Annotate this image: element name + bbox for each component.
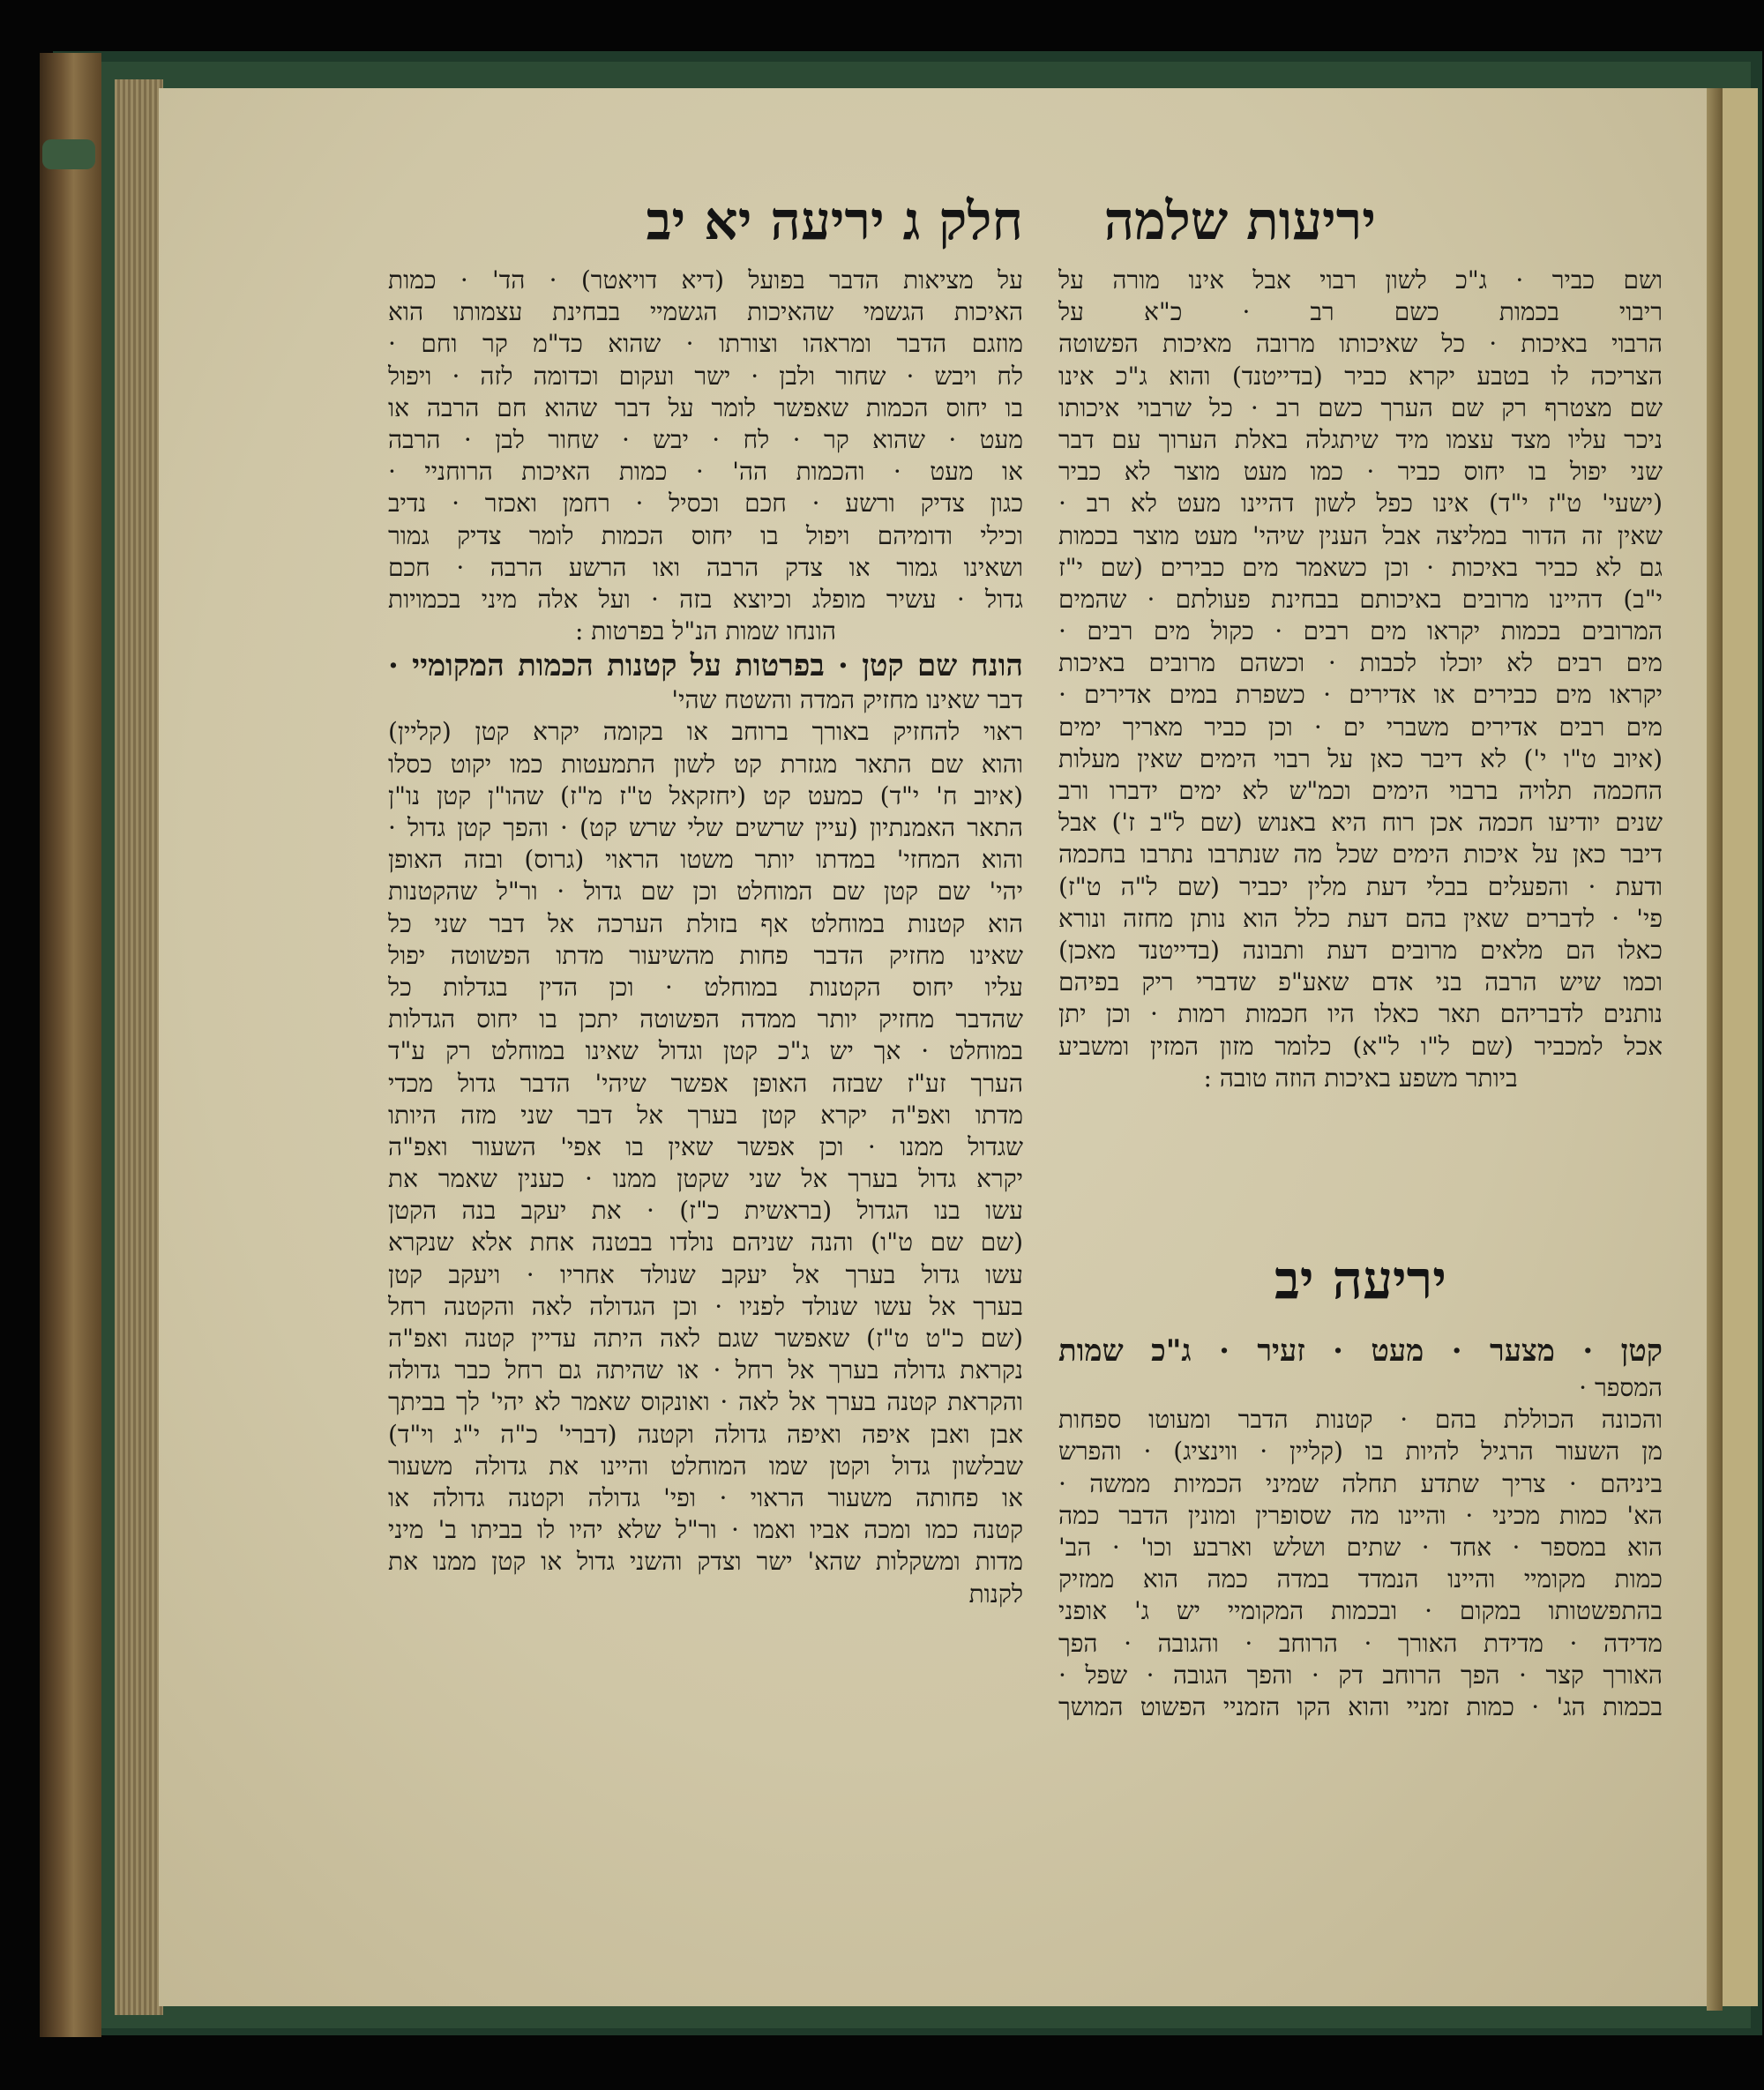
text-line: (איוב ט"ו י') לא דיבר כאן על רבוי הימים שאין מעלות <box>1058 743 1663 773</box>
book-spine-edge <box>40 53 101 2037</box>
running-head-left: חלק ג יריעה יא יב <box>646 190 1023 252</box>
text-line: שם מצטרף רק שם הערך כשם רב · כל שרבוי איכותו <box>1058 392 1663 422</box>
text-line: שגדול ממנו · וכן אפשר שאין בו אפי' השעור ואפ"ה <box>388 1131 1023 1161</box>
text-line: ודעת · והפעלים בבלי דעת מלין יכביר (שם ל"ה ט"ז) <box>1058 871 1663 901</box>
text-line: בכמות הג' · כמות זמניי והוא הקו הזמניי הפשוט המושך <box>1058 1691 1663 1721</box>
section-title: יריעה יב <box>1274 1250 1446 1311</box>
text-line: האורך קצר · הפך הרוחב דק · והפך הגובה · שפל · <box>1058 1660 1663 1690</box>
text-line: ושם כביר · ג"כ לשון רבוי אבל אינו מורה על <box>1058 265 1663 295</box>
text-line: המספר · <box>1579 1373 1663 1402</box>
text-line: מן השעור הרגיל להיות בו (קליין · ווינציג) · והפרש <box>1058 1437 1663 1467</box>
text-line: הונחו שמות הנ"ל בפרטות : <box>574 616 837 646</box>
text-line: הצריכה לו בטבע יקרא כביר (בדייטנד) והוא ג"כ אינו <box>1058 361 1663 391</box>
text-line: שנים יודיעו חכמה אכן רוח היא באנוש (שם ל"ב ז') אבל <box>1058 808 1663 838</box>
text-line: בערך אל עשו שנולד לפניו · וכן הגדולה לאה והקטנה רחל <box>388 1291 1023 1321</box>
text-line: דיבר כאן על איכות הימים שכל מה שנתרבו נתרבו בחכמה <box>1058 840 1663 870</box>
text-line: והוא שם התאר מגזרת קט לשון התמעטות כמו יקוט כסלו <box>388 749 1023 779</box>
text-line: ביניהם · צריך שתדע תחלה שמיני הכמיות ממשה · <box>1058 1468 1663 1498</box>
text-line: האיכות הגשמי שהאיכות הגשמיי בבחינת עצמותו הוא <box>388 297 1023 327</box>
text-line: עליו יחוס הקטנות במוחלט · וכן הדין בגדלות כל <box>388 972 1023 1002</box>
text-line: אבן ואבן איפה ואיפה גדולה וקטנה (דברי' כ"ה י"ג וי"ד) <box>388 1419 1023 1449</box>
text-line: גדול · עשיר מופלג וכיוצא בזה · ועל אלה מיני בכמויות <box>388 584 1023 614</box>
text-line: הרבוי באיכות · כל שאיכותו מרובה מאיכות הפשוטה <box>1058 329 1663 359</box>
text-line: נותנים לדבריהם תאר כאלו היו חכמות רמות · וכן יתן <box>1058 999 1663 1029</box>
text-line: מים רבים אדירים משברי ים · וכן כביר מאריך ימים <box>1058 712 1663 742</box>
text-line: שני יפול בו יחוס כביר · כמו מעט מוצר לא כביר <box>1058 457 1663 487</box>
running-head-right: יריעות שלמה <box>1103 190 1376 252</box>
text-line: עשו בנו הגדול (בראשית כ"ז) · את יעקב בנה הקטן <box>388 1196 1023 1226</box>
text-line: הוא קטנות במוחלט אף בזולת הערכה אל דבר שני כל <box>388 908 1023 938</box>
text-line: וכמו שיש הרבה בני אדם שאע"פ שדברי ריק בפיהם <box>1058 967 1663 997</box>
right-column-section <box>1058 1330 1663 1723</box>
text-line: יקראו מים כבירים או אדירים · כשפרת במים אדירים · <box>1058 680 1663 710</box>
text-line: שאין זה הדור במליצה אבל הענין שיהי' מעט מוצר בכמות <box>1058 520 1663 550</box>
text-line: הערך זע"ז שבזה האופן אפשר שיהי' הדבר גדול מכדי <box>388 1068 1023 1098</box>
text-line: י"ב) דהיינו מרובים באיכותם בבחינת פעולתם · שהמים <box>1058 584 1663 614</box>
text-line: והקראת קטנה בערך אל לאה · ואונקוס שאמר לא יהי' לך בביתך <box>388 1387 1023 1417</box>
text-line: ביותר משפע באיכות הוזה טובה : <box>1203 1063 1518 1093</box>
text-line: קטן · מצער · מעט · זעיר · ג"כ שמות <box>1058 1333 1663 1369</box>
text-line: מוזגם הדבר ומראהו וצורתו · שהוא כד"מ קר וחם · <box>388 329 1023 359</box>
text-line: הא' כמות מכיני · והיינו מה שסופרין ומונין הדבר כמה <box>1058 1500 1663 1530</box>
text-line: בהתפשטותו במקום · ובכמות המקומיי יש ג' אופני <box>1058 1596 1663 1626</box>
text-line: ראוי להחזיק באורך ברוחב או בקומה יקרא קטן (קליין) <box>388 717 1023 747</box>
text-line: כגון צדיק ורשע · חכם וכסיל · רחמן ואכזר · נדיב <box>388 489 1023 519</box>
text-line: דבר שאינו מחזיק המדה והשטח שהי' <box>671 685 1023 715</box>
text-line: מדות ומשקלות שהא' ישר וצדק והשני גדול או קטן ממנו את <box>388 1547 1023 1577</box>
text-line: גם לא כביר באיכות · וכן כשאמר מים כבירים (שם י"ז <box>1058 552 1663 582</box>
text-line: התאר האמנתיון (עיין שרשים שלי שרש קט) · והפך קטן גדול · <box>388 813 1023 842</box>
text-line: ושאינו גמור או צדק הרבה ואו הרשע הרבה · חכם <box>388 552 1023 582</box>
text-line: עשו גדול בערך אל יעקב שנולד אחריו · ויעקב קטן <box>388 1259 1023 1289</box>
text-line: (שם שם ט"ו) והנה שניהם נולדו בבטנה אחת אלא שנקרא <box>388 1228 1023 1258</box>
text-line: מדידה · מדידת האורך · הרוחב · והגובה · הפך <box>1058 1628 1663 1658</box>
text-line: החכמה תלויה ברבוי הימים וכמ"ש לא ימים ידברו ורב <box>1058 776 1663 805</box>
text-line: כאלו הם מלאים מרובים דעת ותבונה (בדייטנד מאכן) <box>1058 935 1663 965</box>
text-line: וכילי ודומיהם ויפול בו יחוס הכמות לומר צדיק גמור <box>388 520 1023 550</box>
text-line: במוחלט · אך יש ג"כ קטן וגדול שאינו במוחלט רק ע"ד <box>388 1036 1023 1066</box>
text-line: (איוב ח' י"ד) כמעט קט (יחזקאל ט"ז מ"ז) שהו"ן קטן נו"ן <box>388 780 1023 810</box>
clasp-icon <box>42 139 95 169</box>
text-line: ריבוי בכמות כשם רב · כ"א על <box>1058 297 1663 327</box>
text-line: לקנות <box>968 1579 1023 1609</box>
left-column <box>388 265 1023 1610</box>
text-line: על מציאות הדבר בפועל (דיא דויאטר) · הד' · כמות <box>388 265 1023 295</box>
text-line: שהדבר מחזיק יותר ממדה הפשוטה יתכן בו יחוס הגדלות <box>388 1004 1023 1034</box>
page-gutter <box>1707 88 1723 2011</box>
right-column <box>1058 265 1663 1094</box>
text-line: יהי' שם קטן שם המוחלט וכן שם גדול · ור"ל שהקטנות <box>388 877 1023 907</box>
text-line: מעט · שהוא קר · לח · יבש · שחור לבן · הרבה <box>388 424 1023 454</box>
text-line: קטנה כמו ומכה אביו ואמו · ור"ל שלא יהיו לו בביתו ב' מיני <box>388 1515 1023 1545</box>
text-line: ניכר עליו מצד עצמו מיד שיתגלה באלת הערוך עם דבר <box>1058 424 1663 454</box>
page-stack-edge <box>115 79 163 2015</box>
text-line: (שם כ"ט ט"ז) שאפשר שגם לאה היתה עדיין קטנה ואפ"ה <box>388 1324 1023 1353</box>
text-line: או פחותה משעור הראוי · ופי' גדולה וקטנה גדולה או <box>388 1482 1023 1512</box>
text-line: הוא במספר · אחד · שתים ושלש וארבע וכו' · הב' <box>1058 1532 1663 1562</box>
text-line: כמות מקומיי והיינו הנמדד במדה כמה הוא ממזיק <box>1058 1564 1663 1594</box>
text-line: לח ויבש · שחור ולבן · ישר ועקום וכדומה לזה · ויפול <box>388 361 1023 391</box>
text-line: והכונה הכוללת בהם · קטנות הדבר ומעוטו ספחות <box>1058 1405 1663 1435</box>
text-line: המרובים בכמות יקראו מים רבים · כקול מים רבים · <box>1058 616 1663 646</box>
text-line: שאינו מחזיק הדבר פחות מהשיעור מדתו הפשוטה יפול <box>388 940 1023 970</box>
text-line: נקראת גדולה בערך אל רחל · או שהיתה גם רחל כבר גדולה <box>388 1355 1023 1385</box>
text-line: (ישעי' ט"ז י"ד) אינו כפל לשון דהיינו מעט לא רב · <box>1058 489 1663 519</box>
text-line: יקרא גדול בערך אל שני שקטן ממנו · כענין שאמר את <box>388 1164 1023 1194</box>
text-line: מדתו ואפ"ה יקרא קטן בערך אל דבר שני מזה היותו <box>388 1100 1023 1130</box>
text-line: אכל למכביר (שם ל"ו ל"א) כלומר מזון המזין ומשביע <box>1058 1031 1663 1061</box>
next-page-edge <box>1723 88 1758 2006</box>
text-line: בו יחוס הכמות שאפשר לומר על דבר שהוא חם הרבה או <box>388 392 1023 422</box>
text-line: פי' · לדברים שאין בהם דעת כלל הוא נותן מחזה ונורא <box>1058 903 1663 933</box>
text-line: שבלשון גדול וקטן שמו המוחלט והיינו את גדולה משעור <box>388 1451 1023 1481</box>
text-line: או מעט · והכמות הה' · כמות האיכות הרוחניי · <box>388 457 1023 487</box>
text-line: הונח שם קטן · בפרטות על קטנות הכמות המקומיי · <box>388 648 1023 684</box>
text-line: והוא המחזי' במדתו יותר משטו הראוי (גרוס) ובזה האופן <box>388 845 1023 875</box>
text-line: מים רבים לא יוכלו לכבות · וכשהם מרובים באיכות <box>1058 648 1663 678</box>
